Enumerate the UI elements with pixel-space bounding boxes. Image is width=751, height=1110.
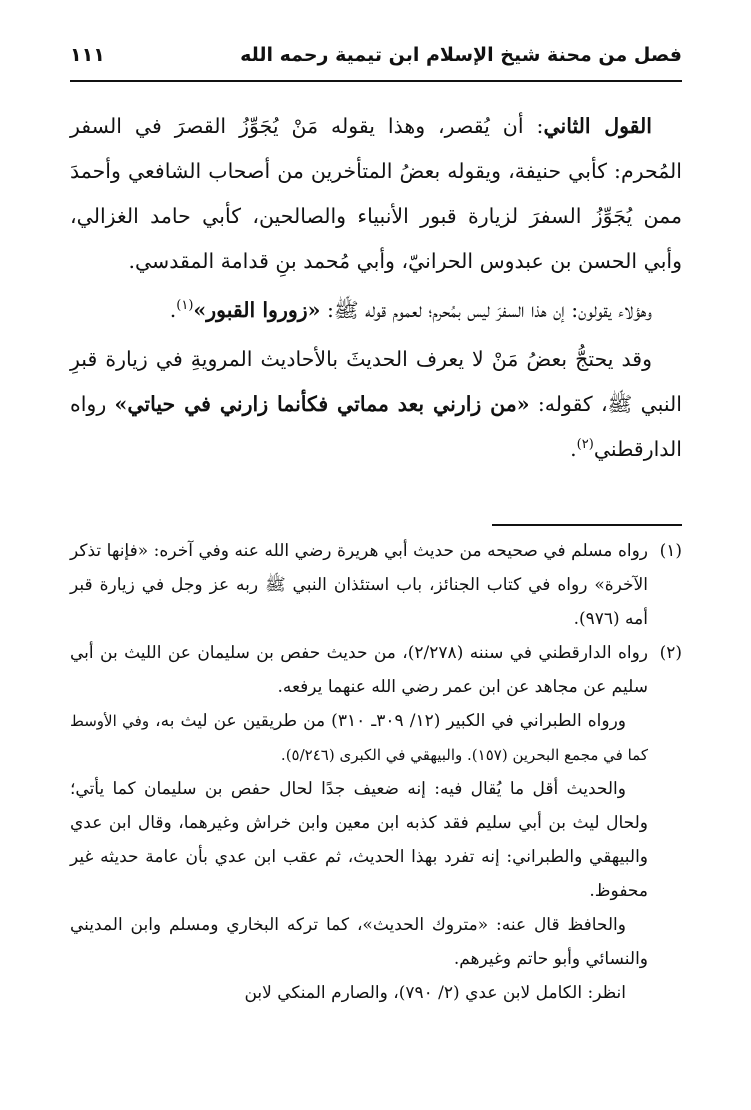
footnote-2 (70, 636, 682, 1010)
footnote-1-number: (١) (659, 541, 682, 561)
paragraph-3-end: . (570, 437, 577, 461)
footnote-1-text: رواه مسلم في صحيحه من حديث أبي هريرة رضي الله عنه وفي آخره: «فإنها تذكر الآخرة» رواه في كتاب الجنائز، باب استئذان النبي ﷺ ربه عز وجل في زيارة قبر أمه (٩٧٦). (70, 541, 648, 629)
second-opinion-label: القول الثاني (543, 114, 652, 138)
chapter-title: فصل من محنة شيخ الإسلام ابن تيمية رحمه الله (240, 44, 682, 66)
paragraph-3-after: رواه الدارقطني (70, 392, 682, 461)
footnote-2-para-2 (70, 704, 648, 772)
footnote-ref-1: (١) (176, 298, 194, 314)
paragraph-2-text: وهؤلاء يقولون: إن هذا السفرَ ليس بمُحرم؛ لعموم قوله ﷺ: (320, 298, 652, 322)
hadith-quote-1: «زوروا القبور» (193, 298, 321, 322)
footnotes (70, 534, 682, 1010)
book-page (70, 30, 682, 1090)
page-number: ١١١ (70, 44, 105, 66)
footnote-2-number: (٢) (659, 643, 682, 663)
footnote-2-para-2a: ورواه الطبراني في الكبير (١٢/ ٣٠٩ـ ٣١٠) من طريقين عن ليث به، (149, 711, 626, 731)
main-text (70, 104, 682, 472)
paragraph-2-end: . (169, 298, 177, 322)
footnote-2-text: رواه الدارقطني في سننه (٢/٢٧٨)، من حديث حفص بن سليمان عن الليث بن أبي سليم عن مجاهد عن ابن عمر رضي الله عنهما يرفعه. (70, 643, 648, 697)
footnote-2-para-3: والحديث أقل ما يُقال فيه: إنه ضعيف جدًا لحال حفص بن سليمان كما يأتي؛ ولحال ليث بن أبي سليم فقد كذبه ابن معين وابن خراش وغيرهما، وقال ابن عدي والبيهقي والطبراني: إنه تفرد بهذا الحديث، ثم عقب ابن عدي بأن عامة حديثه غير محفوظ. (70, 779, 648, 901)
footnote-2-para-5: انظر: الكامل لابن عدي (٢/ ٧٩٠)، والصارم المنكي لابن (244, 983, 626, 1003)
footnote-2-para-4: والحافظ قال عنه: «متروك الحديث»، كما تركه البخاري ومسلم وابن المديني والنسائي وأبو حاتم وغيرهم. (70, 915, 648, 969)
footnote-2-para-2b: وفي الأوسط كما في مجمع البحرين (١٥٧). والبيهقي في الكبرى (٥/٢٤٦). (70, 712, 648, 764)
footnote-separator (492, 524, 682, 526)
running-header (70, 30, 682, 82)
footnote-ref-2: (٢) (576, 437, 594, 453)
paragraph-1-text: : أن يُقصر، وهذا يقوله مَنْ يُجَوِّزُ القصرَ في السفر المُحرم: كأبي حنيفة، ويقوله بعضُ المتأخرين من أصحاب الشافعي وأحمدَ ممن يُجَوِّزُ السفرَ لزيارة قبور الأنبياء والصالحين، كأبي حامد الغزالي، وأبي الحسن بن عبدوس الحرانيّ، وأبي مُحمد بنِ قدامة المقدسي. (70, 114, 682, 273)
footnote-1 (70, 534, 682, 636)
paragraph-3 (70, 337, 682, 472)
paragraph-3-text: وقد يحتجُّ بعضُ مَنْ لا يعرف الحديثَ بالأحاديث المرويةِ في زيارة قبرِ النبي ﷺ، كقوله: (70, 347, 682, 416)
hadith-quote-2: «من زارني بعد مماتي فكأنما زارني في حياتي» (114, 392, 530, 416)
paragraph-1 (70, 104, 682, 284)
paragraph-2 (70, 288, 682, 333)
